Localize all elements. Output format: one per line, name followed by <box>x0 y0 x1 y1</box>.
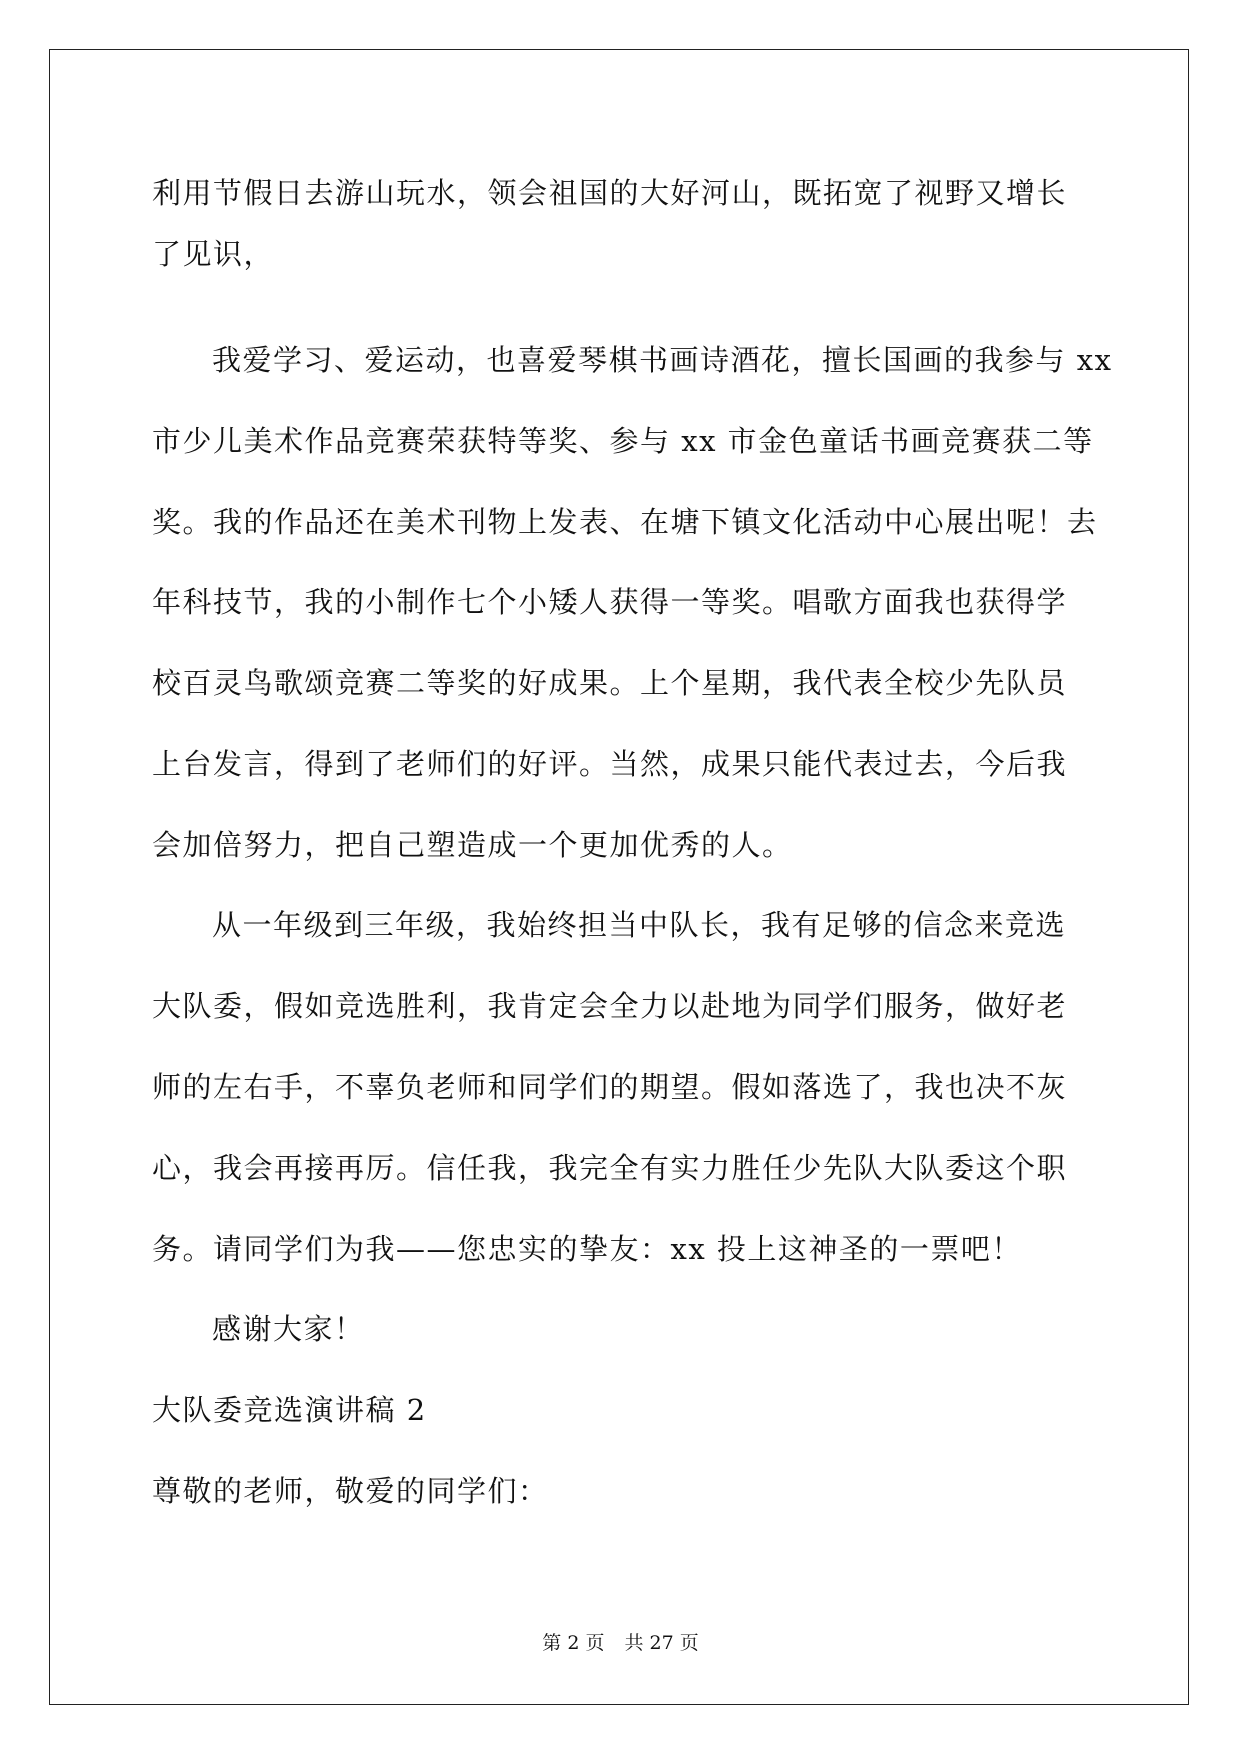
text-line: 会加倍努力，把自己塑造成一个更加优秀的人。 <box>152 828 793 862</box>
text-line: 上台发言，得到了老师们的好评。当然，成果只能代表过去，今后我 <box>152 747 1068 781</box>
salutation: 尊敬的老师，敬爱的同学们： <box>152 1474 549 1508</box>
text-line: 奖。我的作品还在美术刊物上发表、在塘下镇文化活动中心展出呢！去 <box>152 505 1098 539</box>
text-line: 大队委，假如竞选胜利，我肯定会全力以赴地为同学们服务，做好老 <box>152 989 1068 1023</box>
text-line: 了见识， <box>152 237 275 271</box>
text-line: 我爱学习、爱运动，也喜爱琴棋书画诗酒花，擅长国画的我参与 xx <box>212 343 1113 377</box>
text-line: 年科技节，我的小制作七个小矮人获得一等奖。唱歌方面我也获得学 <box>152 585 1068 619</box>
page-footer <box>0 1628 1241 1655</box>
page-border <box>49 49 1189 1705</box>
page-number: 第 2 页 <box>542 1632 605 1654</box>
text-line: 心，我会再接再厉。信任我，我完全有实力胜任少先队大队委这个职 <box>152 1151 1068 1185</box>
text-line: 利用节假日去游山玩水，领会祖国的大好河山，既拓宽了视野又增长 <box>152 176 1068 210</box>
text-line: 感谢大家！ <box>212 1312 365 1346</box>
text-line: 从一年级到三年级，我始终担当中队长，我有足够的信念来竞选 <box>212 908 1067 942</box>
text-line: 市少儿美术作品竞赛荣获特等奖、参与 xx 市金色童话书画竞赛获二等 <box>152 424 1094 458</box>
page-total: 共 27 页 <box>624 1632 699 1654</box>
section-heading: 大队委竞选演讲稿 2 <box>152 1393 427 1427</box>
text-line: 校百灵鸟歌颂竞赛二等奖的好成果。上个星期，我代表全校少先队员 <box>152 666 1068 700</box>
text-line: 务。请同学们为我——您忠实的挚友：xx 投上这神圣的一票吧！ <box>152 1232 1022 1266</box>
text-line: 师的左右手，不辜负老师和同学们的期望。假如落选了，我也决不灰 <box>152 1070 1068 1104</box>
